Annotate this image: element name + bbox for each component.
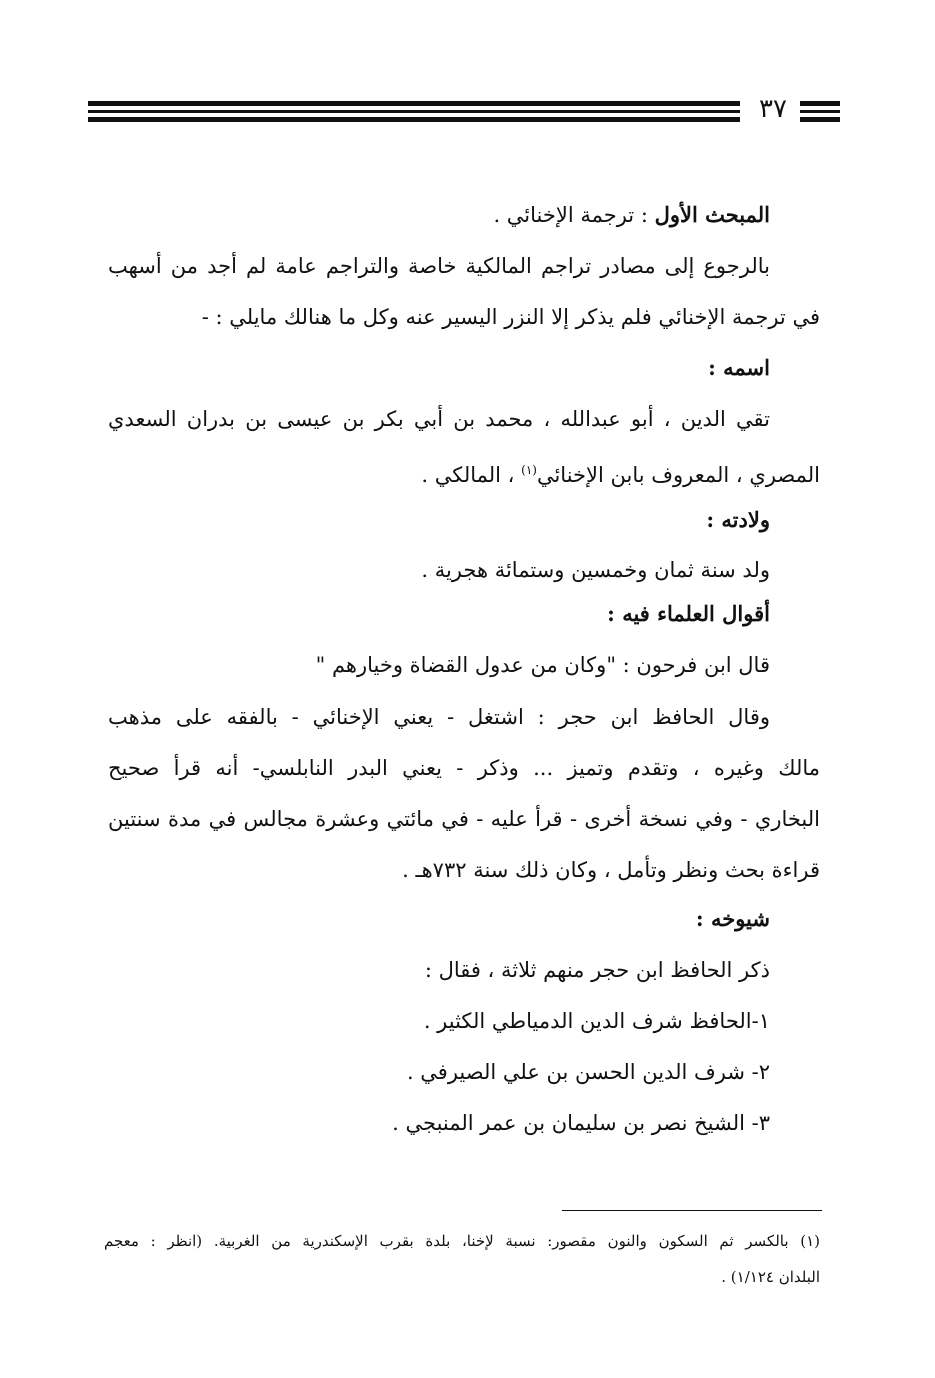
- section-title: [108, 200, 820, 230]
- name-line2-b: ، المالكي .: [421, 463, 522, 487]
- scholars-heading: أقوال العلماء فيه :: [607, 601, 770, 626]
- name-line2-a: المصري ، المعروف بابن الإخنائي: [536, 463, 820, 487]
- scholars-line2: وقال الحافظ ابن حجر : اشتغل - يعني الإخنائي - بالفقه على مذهب: [108, 705, 770, 729]
- teacher-item: ١-الحافظ شرف الدين الدمياطي الكثير .: [423, 1009, 770, 1033]
- teachers-heading: شيوخه :: [695, 906, 770, 931]
- name-heading: اسمه :: [708, 355, 770, 380]
- teacher-item: ٢- شرف الدين الحسن بن علي الصيرفي .: [406, 1060, 770, 1084]
- birth-line1: ولد سنة ثمان وخمسين وستمائة هجرية .: [421, 558, 770, 582]
- footnote-line2: البلدان ١/١٢٤) .: [721, 1268, 820, 1286]
- teacher-item: ٣- الشيخ نصر بن سليمان بن عمر المنبجي .: [392, 1111, 770, 1135]
- paragraph1-line2: في ترجمة الإخنائي فلم يذكر إلا النزر اليسير عنه وكل ما هنالك مايلي : -: [201, 305, 820, 329]
- scholars-line3: مالك وغيره ، وتقدم وتميز ... وذكر - يعني البدر النابلسي- أنه قرأ صحيح: [108, 756, 820, 780]
- page-number: ٣٧: [759, 94, 787, 124]
- name-line1: تقي الدين ، أبو عبدالله ، محمد بن أبي بكر بن عيسى بن بدران السعدي: [108, 407, 770, 431]
- teachers-intro: ذكر الحافظ ابن حجر منهم ثلاثة ، فقال :: [424, 958, 770, 982]
- section-title-bold: المبحث الأول: [654, 202, 770, 227]
- birth-heading: ولادته :: [706, 507, 770, 532]
- footnote: [104, 1230, 820, 1288]
- footnote-marker: (١): [521, 463, 537, 477]
- section-title-rest: : ترجمة الإخنائي .: [493, 203, 655, 227]
- footnote-separator: [562, 1210, 822, 1211]
- body-text: [108, 0, 820, 1378]
- scholars-line1: قال ابن فرحون : "وكان من عدول القضاة وخيارهم ": [315, 653, 770, 677]
- paragraph1-line1: بالرجوع إلى مصادر تراجم المالكية خاصة والتراجم عامة لم أجد من أسهب: [108, 254, 770, 278]
- name-line2: [108, 455, 820, 490]
- footnote-line1: (١) بالكسر ثم السكون والنون مقصور: نسبة لإخنا، بلدة بقرب الإسكندرية من الغربية. (انظر : معجم: [104, 1232, 820, 1250]
- scholars-line4: البخاري - وفي نسخة أخرى - قرأ عليه - في مائتي وعشرة مجالس في مدة سنتين: [108, 807, 820, 831]
- scholars-line5: قراءة بحث ونظر وتأمل ، وكان ذلك سنة ٧٣٢هـ .: [402, 858, 820, 882]
